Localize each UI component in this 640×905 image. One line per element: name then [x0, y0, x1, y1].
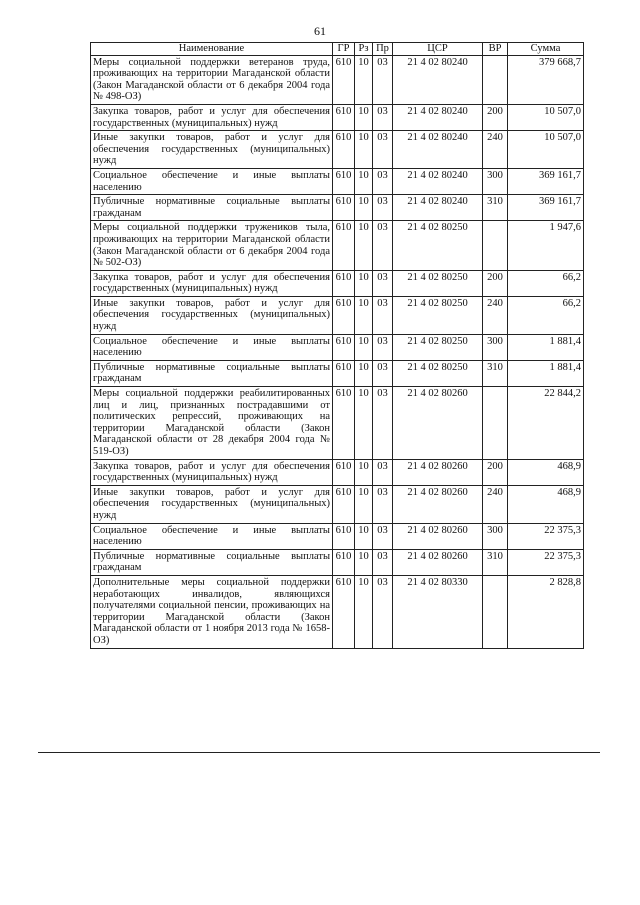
- cell-vr: 200: [483, 104, 508, 130]
- cell-pr: 03: [373, 575, 393, 648]
- header-gr: ГР: [333, 43, 355, 56]
- cell-name: Социальное обеспечение и иные выплаты населению: [91, 334, 333, 360]
- cell-name: Закупка товаров, работ и услуг для обеспечения государственных (муниципальных) нужд: [91, 459, 333, 485]
- table-row: [91, 195, 584, 221]
- cell-rz: 10: [355, 334, 373, 360]
- cell-csr: 21 4 02 80330: [393, 575, 483, 648]
- cell-sum: 10 507,0: [508, 131, 584, 169]
- cell-gr: 610: [333, 387, 355, 460]
- cell-gr: 610: [333, 270, 355, 296]
- cell-rz: 10: [355, 195, 373, 221]
- cell-name: Иные закупки товаров, работ и услуг для обеспечения государственных (муниципальных) нужд: [91, 296, 333, 334]
- cell-gr: 610: [333, 334, 355, 360]
- header-pr: Пр: [373, 43, 393, 56]
- cell-pr: 03: [373, 523, 393, 549]
- cell-rz: 10: [355, 575, 373, 648]
- table-row: [91, 523, 584, 549]
- cell-csr: 21 4 02 80260: [393, 485, 483, 523]
- header-vr: ВР: [483, 43, 508, 56]
- cell-csr: 21 4 02 80260: [393, 387, 483, 460]
- table-row: [91, 131, 584, 169]
- cell-gr: 610: [333, 575, 355, 648]
- cell-name: Социальное обеспечение и иные выплаты населению: [91, 523, 333, 549]
- cell-csr: 21 4 02 80250: [393, 221, 483, 270]
- cell-vr: 310: [483, 195, 508, 221]
- cell-sum: 10 507,0: [508, 104, 584, 130]
- cell-sum: 468,9: [508, 485, 584, 523]
- cell-name: Меры социальной поддержки ветеранов труда, проживающих на территории Магаданской области (Закон Магаданской области от 6 декабря 2004 года № 498-ОЗ): [91, 55, 333, 104]
- cell-sum: 22 844,2: [508, 387, 584, 460]
- cell-vr: 240: [483, 485, 508, 523]
- cell-pr: 03: [373, 221, 393, 270]
- cell-vr: [483, 55, 508, 104]
- cell-name: Дополнительные меры социальной поддержки неработающих инвалидов, являющихся получателями социальной пенсии, проживающих на территории Магаданской области (Закон Магаданской области от 1 ноября 2013 года № 1658-ОЗ): [91, 575, 333, 648]
- cell-pr: 03: [373, 270, 393, 296]
- cell-name: Социальное обеспечение и иные выплаты населению: [91, 168, 333, 194]
- budget-table: [90, 42, 584, 649]
- cell-pr: 03: [373, 360, 393, 386]
- cell-rz: 10: [355, 459, 373, 485]
- cell-name: Меры социальной поддержки реабилитированных лиц и лиц, признанных пострадавшими от политических репрессий, проживающих на территории Магаданской области (Закон Магаданской области от 28 декабря 2004 года № 519-ОЗ): [91, 387, 333, 460]
- cell-rz: 10: [355, 168, 373, 194]
- cell-name: Иные закупки товаров, работ и услуг для обеспечения государственных (муниципальных) нужд: [91, 131, 333, 169]
- table-row: [91, 270, 584, 296]
- cell-vr: 300: [483, 168, 508, 194]
- cell-pr: 03: [373, 168, 393, 194]
- table-header-row: [91, 43, 584, 56]
- cell-gr: 610: [333, 549, 355, 575]
- cell-pr: 03: [373, 459, 393, 485]
- cell-name: Публичные нормативные социальные выплаты гражданам: [91, 549, 333, 575]
- table-row: [91, 485, 584, 523]
- cell-pr: 03: [373, 549, 393, 575]
- cell-name: Публичные нормативные социальные выплаты гражданам: [91, 195, 333, 221]
- cell-pr: 03: [373, 296, 393, 334]
- cell-csr: 21 4 02 80250: [393, 360, 483, 386]
- cell-vr: [483, 387, 508, 460]
- cell-sum: 2 828,8: [508, 575, 584, 648]
- header-sum: Сумма: [508, 43, 584, 56]
- cell-gr: 610: [333, 360, 355, 386]
- cell-csr: 21 4 02 80240: [393, 168, 483, 194]
- cell-rz: 10: [355, 131, 373, 169]
- cell-gr: 610: [333, 104, 355, 130]
- cell-sum: 369 161,7: [508, 195, 584, 221]
- cell-vr: 200: [483, 270, 508, 296]
- cell-gr: 610: [333, 485, 355, 523]
- cell-gr: 610: [333, 131, 355, 169]
- cell-vr: 240: [483, 296, 508, 334]
- cell-sum: 369 161,7: [508, 168, 584, 194]
- cell-rz: 10: [355, 387, 373, 460]
- cell-gr: 610: [333, 296, 355, 334]
- cell-rz: 10: [355, 485, 373, 523]
- table-row: [91, 55, 584, 104]
- cell-pr: 03: [373, 104, 393, 130]
- table-row: [91, 459, 584, 485]
- cell-csr: 21 4 02 80260: [393, 549, 483, 575]
- cell-sum: 66,2: [508, 270, 584, 296]
- cell-rz: 10: [355, 104, 373, 130]
- cell-vr: 300: [483, 523, 508, 549]
- cell-pr: 03: [373, 131, 393, 169]
- cell-name: Закупка товаров, работ и услуг для обеспечения государственных (муниципальных) нужд: [91, 270, 333, 296]
- table-row: [91, 575, 584, 648]
- cell-sum: 1 881,4: [508, 334, 584, 360]
- cell-csr: 21 4 02 80250: [393, 334, 483, 360]
- cell-csr: 21 4 02 80260: [393, 459, 483, 485]
- cell-vr: 310: [483, 360, 508, 386]
- cell-pr: 03: [373, 55, 393, 104]
- cell-rz: 10: [355, 549, 373, 575]
- cell-pr: 03: [373, 387, 393, 460]
- cell-gr: 610: [333, 523, 355, 549]
- cell-sum: 22 375,3: [508, 549, 584, 575]
- cell-csr: 21 4 02 80240: [393, 55, 483, 104]
- table-row: [91, 168, 584, 194]
- cell-vr: 240: [483, 131, 508, 169]
- header-rz: Рз: [355, 43, 373, 56]
- table-row: [91, 296, 584, 334]
- cell-rz: 10: [355, 360, 373, 386]
- table-row: [91, 549, 584, 575]
- cell-sum: 1 947,6: [508, 221, 584, 270]
- page-number: 61: [314, 24, 326, 38]
- cell-vr: 200: [483, 459, 508, 485]
- cell-pr: 03: [373, 485, 393, 523]
- table-row: [91, 221, 584, 270]
- cell-rz: 10: [355, 296, 373, 334]
- cell-pr: 03: [373, 195, 393, 221]
- cell-name: Закупка товаров, работ и услуг для обеспечения государственных (муниципальных) нужд: [91, 104, 333, 130]
- cell-csr: 21 4 02 80250: [393, 296, 483, 334]
- table-row: [91, 360, 584, 386]
- cell-rz: 10: [355, 523, 373, 549]
- cell-name: Публичные нормативные социальные выплаты гражданам: [91, 360, 333, 386]
- cell-rz: 10: [355, 270, 373, 296]
- header-csr: ЦСР: [393, 43, 483, 56]
- cell-gr: 610: [333, 221, 355, 270]
- cell-sum: 468,9: [508, 459, 584, 485]
- cell-csr: 21 4 02 80240: [393, 195, 483, 221]
- cell-sum: 22 375,3: [508, 523, 584, 549]
- cell-gr: 610: [333, 459, 355, 485]
- cell-rz: 10: [355, 221, 373, 270]
- cell-sum: 379 668,7: [508, 55, 584, 104]
- cell-gr: 610: [333, 55, 355, 104]
- cell-gr: 610: [333, 195, 355, 221]
- cell-gr: 610: [333, 168, 355, 194]
- cell-csr: 21 4 02 80240: [393, 131, 483, 169]
- cell-vr: [483, 575, 508, 648]
- bottom-rule: [38, 752, 600, 753]
- cell-csr: 21 4 02 80240: [393, 104, 483, 130]
- cell-csr: 21 4 02 80260: [393, 523, 483, 549]
- table-row: [91, 334, 584, 360]
- cell-vr: 310: [483, 549, 508, 575]
- cell-name: Иные закупки товаров, работ и услуг для обеспечения государственных (муниципальных) нужд: [91, 485, 333, 523]
- header-name: Наименование: [91, 43, 333, 56]
- cell-sum: 1 881,4: [508, 360, 584, 386]
- cell-sum: 66,2: [508, 296, 584, 334]
- cell-vr: [483, 221, 508, 270]
- table-row: [91, 387, 584, 460]
- cell-pr: 03: [373, 334, 393, 360]
- cell-vr: 300: [483, 334, 508, 360]
- cell-rz: 10: [355, 55, 373, 104]
- table-row: [91, 104, 584, 130]
- cell-csr: 21 4 02 80250: [393, 270, 483, 296]
- cell-name: Меры социальной поддержки тружеников тыла, проживающих на территории Магаданской области (Закон Магаданской области от 6 декабря 2004 года № 502-ОЗ): [91, 221, 333, 270]
